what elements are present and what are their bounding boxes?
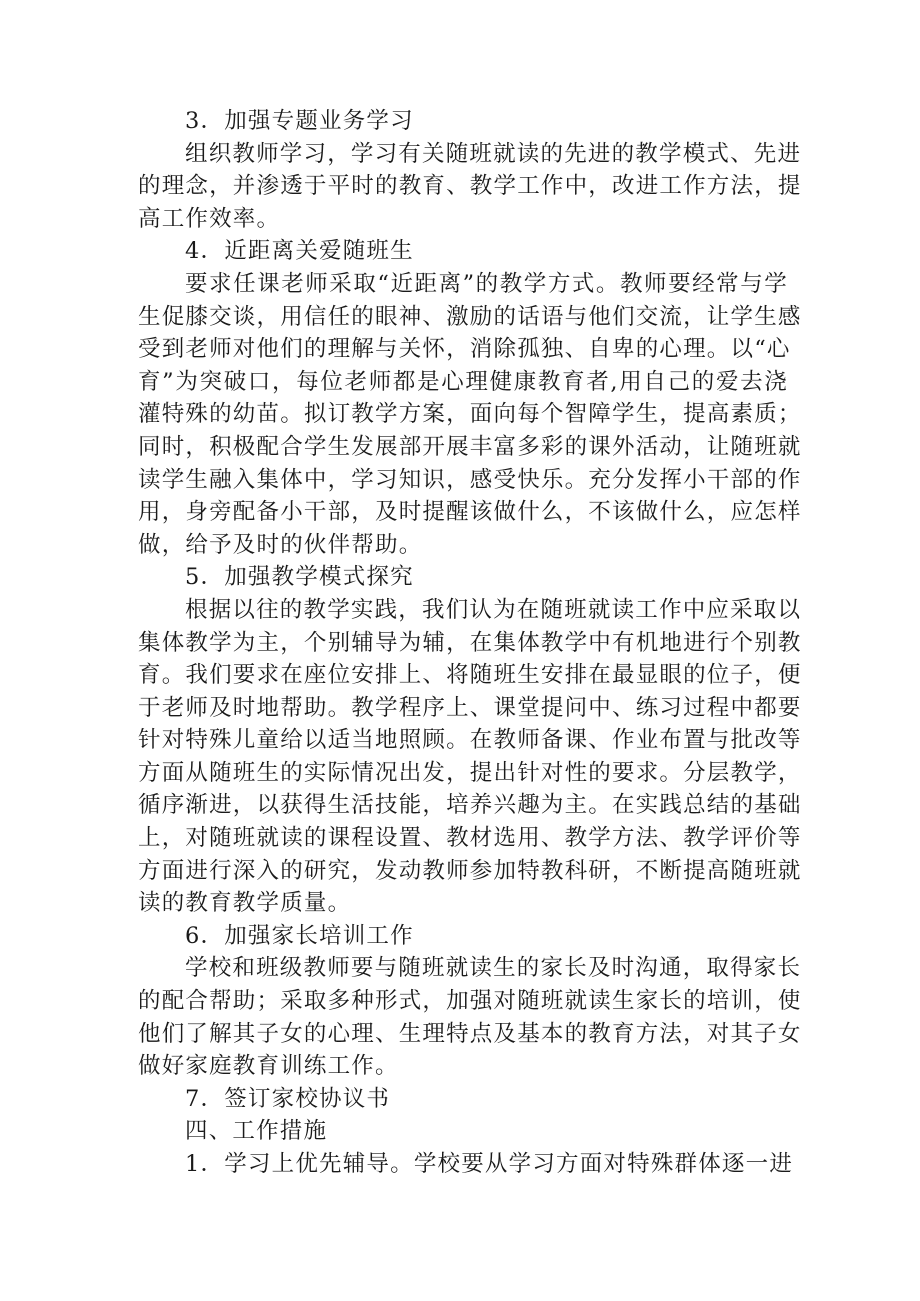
- paragraph-line: 读的教育教学质量。: [138, 890, 352, 917]
- paragraph-line: 针对特殊儿童给以适当地照顾。在教师备课、作业布置与批改等: [138, 727, 802, 754]
- paragraph-line: 做，给予及时的伙伴帮助。: [138, 531, 423, 558]
- paragraph-line: 高工作效率。: [138, 205, 281, 232]
- paragraph-line: 集体教学为主，个别辅导为辅，在集体教学中有机地进行个别教: [138, 629, 802, 656]
- paragraph-line: 读学生融入集体中，学习知识，感受快乐。充分发挥小干部的作: [138, 466, 802, 493]
- paragraph-line: 的配合帮助；采取多种形式，加强对随班就读生家长的培训，使: [138, 988, 802, 1015]
- paragraph-line: 用，身旁配备小干部，及时提醒该做什么，不该做什么，应怎样: [138, 499, 802, 526]
- section-heading: 1．学习上优先辅导。学校要从学习方面对特殊群体逐一进: [185, 1151, 794, 1177]
- paragraph-line: 于老师及时地帮助。教学程序上、课堂提问中、练习过程中都要: [138, 694, 802, 721]
- paragraph-line: 受到老师对他们的理解与关怀，消除孤独、自卑的心理。以“心: [138, 336, 791, 363]
- paragraph-line: 灌特殊的幼苗。拟订教学方案，面向每个智障学生，提高素质；: [138, 401, 802, 428]
- paragraph-line: 做好家庭教育训练工作。: [138, 1053, 399, 1080]
- section-heading: 5．加强教学模式探究: [185, 564, 414, 591]
- paragraph-line: 他们了解其子女的心理、生理特点及基本的教育方法，对其子女: [138, 1020, 802, 1047]
- section-heading: 四、工作措施: [185, 1118, 328, 1145]
- section-heading: 3．加强专题业务学习: [185, 108, 414, 134]
- document-page: [138, 105, 802, 1181]
- paragraph-line: 组织教师学习，学习有关随班就读的先进的教学模式、先进: [185, 140, 802, 167]
- paragraph-line: 生促膝交谈，用信任的眼神、激励的话语与他们交流，让学生感: [138, 303, 802, 330]
- paragraph-line: 上，对随班就读的课程设置、教材选用、教学方法、教学评价等: [138, 825, 802, 852]
- paragraph-line: 的理念，并渗透于平时的教育、教学工作中，改进工作方法，提: [138, 173, 802, 200]
- paragraph-line: 学校和班级教师要与随班就读生的家长及时沟通，取得家长: [185, 955, 802, 982]
- paragraph-line: 方面从随班生的实际情况出发，提出针对性的要求。分层教学，: [138, 759, 802, 786]
- paragraph-line: 要求任课老师采取“近距离”的教学方式。教师要经常与学: [185, 270, 788, 297]
- paragraph-line: 循序渐进，以获得生活技能，培养兴趣为主。在实践总结的基础: [138, 792, 802, 819]
- paragraph-line: 育。我们要求在座位安排上、将随班生安排在最显眼的位子，便: [138, 662, 802, 689]
- paragraph-line: 根据以往的教学实践，我们认为在随班就读工作中应采取以: [185, 596, 802, 623]
- paragraph-line: 育”为突破口，每位老师都是心理健康教育者,用自己的爱去浇: [138, 368, 788, 395]
- section-heading: 6．加强家长培训工作: [185, 922, 414, 949]
- section-heading: 4．近距离关爱随班生: [185, 238, 414, 265]
- paragraph-line: 方面进行深入的研究，发动教师参加特教科研，不断提高随班就: [138, 857, 802, 884]
- paragraph-line: 同时，积极配合学生发展部开展丰富多彩的课外活动，让随班就: [138, 433, 802, 460]
- section-heading: 7．签订家校协议书: [185, 1085, 391, 1112]
